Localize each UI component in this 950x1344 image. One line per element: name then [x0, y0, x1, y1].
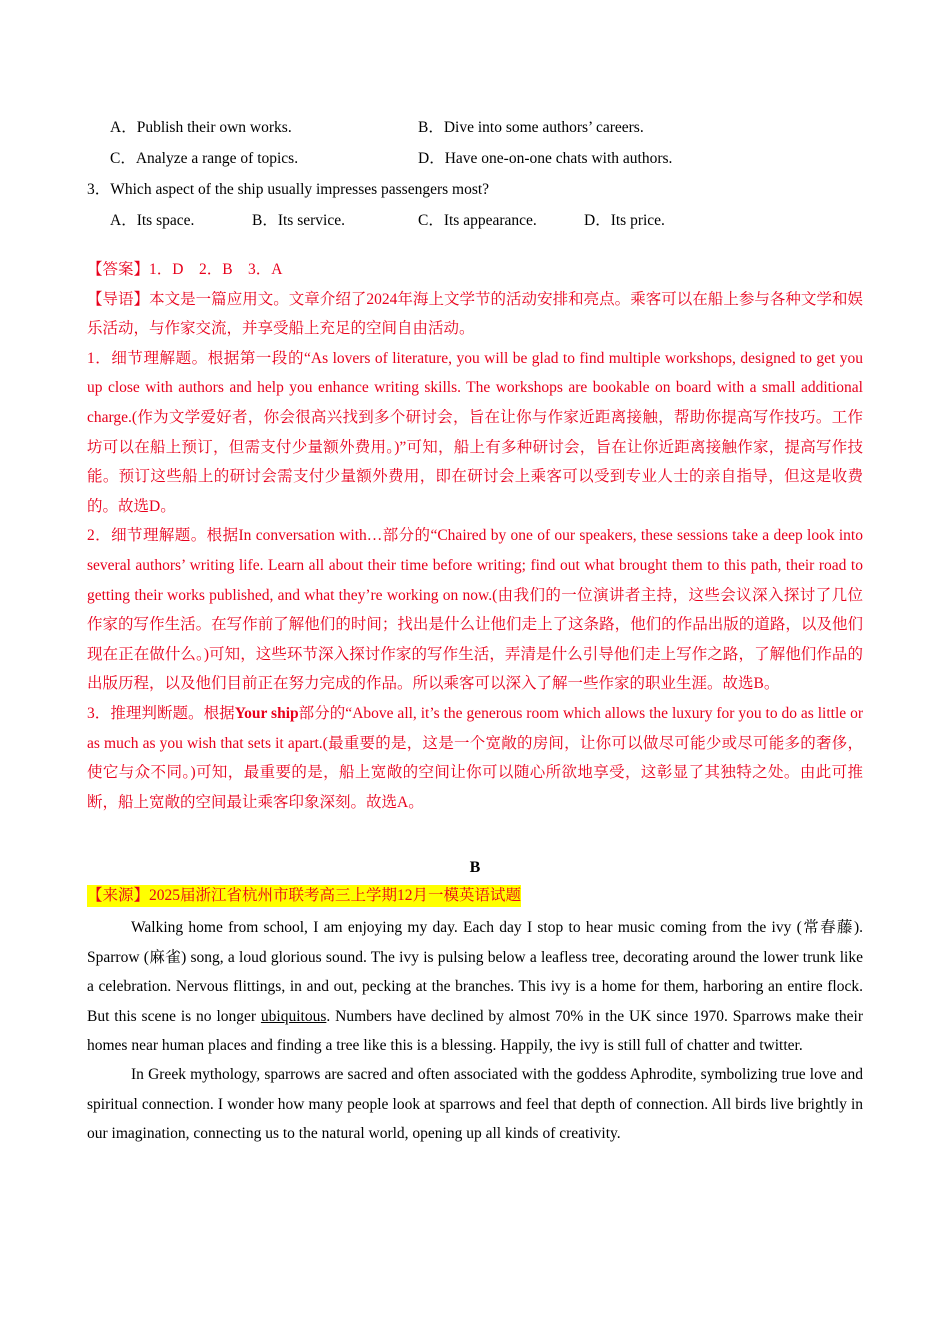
option-d: D．Have one-on-one chats with authors.: [418, 150, 673, 167]
passage-paragraph-1: [87, 913, 863, 1060]
q3-option-a: A．Its space.: [110, 212, 195, 229]
source-highlight: 【来源】2025届浙江省杭州市联考高三上学期12月一模英语试题: [87, 885, 521, 907]
answer-text: 1．D 2．B 3．A: [149, 261, 283, 278]
guide-label: 【导语】: [87, 290, 150, 308]
guide-paragraph: [87, 285, 863, 344]
question-options-row: [87, 112, 863, 143]
passage-paragraph-2: In Greek mythology, sparrows are sacred and often associated with the goddess Aphrodite, symbolizing true love and spiritual connection. I wonder how many people look at sparrows and feel that depth of connection. All birds live brightly in our imagination, connecting us to the natural world, opening up all kinds of creativity.: [87, 1066, 863, 1143]
explanation-3-bold: Your ship: [234, 704, 299, 722]
passage-b: [87, 913, 863, 1148]
q3-option-b: B．Its service.: [252, 212, 345, 229]
answer-section: [87, 255, 863, 817]
underlined-word: ubiquitous: [260, 1007, 327, 1025]
answer-line: [87, 255, 863, 285]
option-b: B．Dive into some authors’ careers.: [418, 119, 644, 136]
p1-text-end: . Numbers have declined by almost 70% in the UK since 1970. Sparrows make their homes near human places and finding a tree like this is a blessing. Happily, the ivy is still full of chatter and twitter.: [87, 1007, 863, 1054]
q3-option-d: D．Its price.: [584, 212, 665, 229]
question-3-stem: 3．Which aspect of the ship usually impresses passengers most?: [87, 181, 490, 198]
question-3-options: [87, 205, 863, 236]
p1-text-start: Walking home from school, I am enjoying my day. Each day I stop to hear music coming from the ivy (常春藤). Sparrow (麻雀) song, a loud glorious sound. The ivy is pulsing below a leafless tree, decorating around the lower trunk like a celebration. Nervous flittings, in and out, pecking at the branches. This ivy is a home for them, harboring an entire flock. But this scene is no longer: [87, 919, 863, 1025]
document-page: [87, 112, 863, 1149]
explanation-3-pre: 3．推理判断题。根据: [87, 704, 235, 722]
explanation-3-post: 部分的“Above all, it’s the generous room which allows the luxury for you to do as little or as much as you wish that sets it apart.(最重要的是，这是一个宽敞的房间，让你可以做尽可能少或尽可能多的奢侈，使它与众不同。)可知，最重要的是，船上宽敞的空间让你可以随心所欲地享受，这彰显了其独特之处。由此可推断，船上宽敞的空间最让乘客印象深刻。故选A。: [87, 704, 863, 811]
explanation-2: 2．细节理解题。根据In conversation with…部分的“Chaired by one of our speakers, these sessions take a deep look into several authors’ writing life. Learn all about their time before writing; find out what brought them to this path, their road to getting their works published, and what they’re working on now.(由我们的一位演讲者主持，这些会议深入探讨了几位作家的写作生活。在写作前了解他们的时间；找出是什么让他们走上了这条路，他们的作品出版的道路，以及他们现在正在做什么。)可知，这些环节深入探讨作家的写作生活，弄清是什么引导他们走上写作之路，了解他们作品的出版历程，以及他们目前正在努力完成的作品。所以乘客可以深入了解一些作家的职业生涯。故选B。: [87, 527, 863, 693]
explanation-1: 1．细节理解题。根据第一段的“As lovers of literature, you will be glad to find multiple workshops, designed to get you up close with authors and help you enhance writing skills. The workshops are bookable on board with a small additional charge.(作为文学爱好者，你会很高兴找到多个研讨会，旨在让你与作家近距离接触，帮助你提高写作技巧。工作坊可以在船上预订，但需支付少量额外费用。)”可知，船上有多种研讨会，旨在让你近距离接触作家，提高写作技能。预订这些船上的研讨会需支付少量额外费用，即在研讨会上乘客可以受到专业人士的亲自指导，但这是收费的。故选D。: [87, 349, 863, 515]
explanation-3: [87, 699, 863, 817]
q3-option-c: C．Its appearance.: [418, 212, 537, 229]
section-b-title: B: [469, 859, 481, 877]
option-c: C．Analyze a range of topics.: [110, 150, 299, 167]
option-a: A．Publish their own works.: [110, 119, 292, 136]
guide-text: 本文是一篇应用文。文章介绍了2024年海上文学节的活动安排和亮点。乘客可以在船上参与各种文学和娱乐活动，与作家交流，并享受船上充足的空间自由活动。: [87, 290, 863, 338]
question-options-row: [87, 143, 863, 174]
answer-label: 【答案】: [87, 261, 150, 278]
